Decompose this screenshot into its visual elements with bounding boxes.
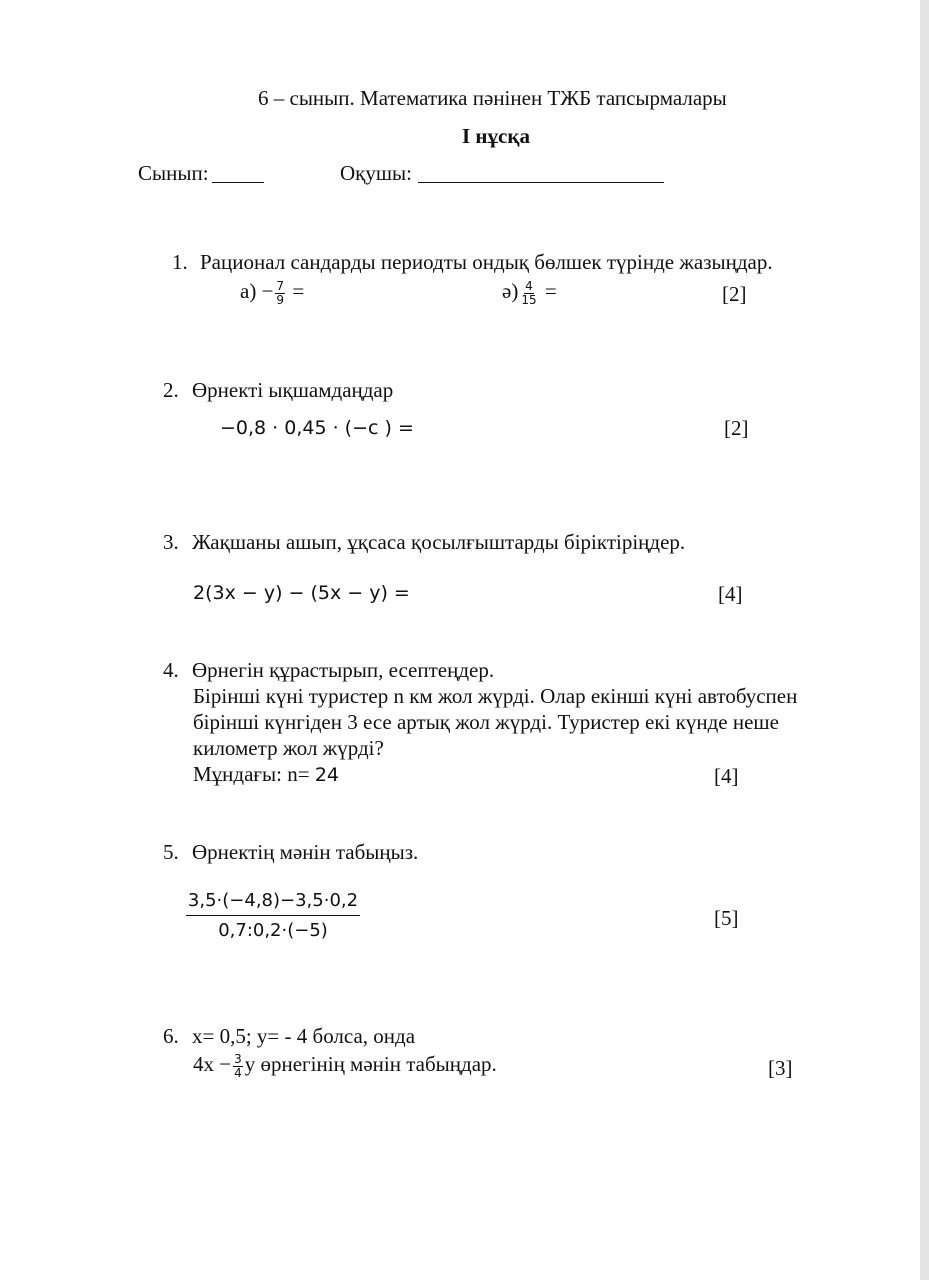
task-6-expression (193, 1052, 497, 1080)
page-title: 6 – сынып. Математика пәнінен ТЖБ тапсырмалары (258, 86, 727, 110)
task-3-expression: 2(3x − y) − (5x − y) = (193, 582, 410, 604)
task-4-line-1: Бірінші күні туристер n км жол жүрді. Олар екінші күні автобуспен (193, 684, 798, 708)
task-1-part-b (502, 279, 557, 307)
task-2-points: [2] (724, 416, 749, 440)
task-5-text: Өрнектің мәнін табыңыз. (192, 840, 419, 864)
task-6-number: 6. (163, 1024, 179, 1048)
task-4-given-value: 24 (314, 764, 340, 786)
task-3-points: [4] (718, 582, 743, 606)
task-4-given (193, 762, 339, 787)
variant-heading: I нұсқа (462, 124, 530, 148)
student-label: Оқушы: (340, 161, 412, 185)
class-label: Сынып: (138, 161, 209, 185)
task-4-points: [4] (714, 764, 739, 788)
task-1-part-a-label: а) − (240, 279, 274, 303)
fraction-numerator: 3 (234, 1051, 242, 1066)
task-1-fraction-b (520, 280, 537, 307)
task-5-numerator: 3,5·(−4,8)−3,5·0,2 (186, 890, 360, 916)
task-3-text: Жақшаны ашып, ұқсаса қосылғыштарды біріктіріңдер. (192, 530, 686, 554)
task-2-text: Өрнекті ықшамдаңдар (192, 378, 394, 402)
task-1-number: 1. (172, 250, 188, 274)
task-4-number: 4. (163, 658, 179, 682)
fraction-numerator: 7 (276, 278, 285, 293)
task-1-points: [2] (722, 282, 747, 306)
task-1-fraction-a (275, 280, 285, 307)
fraction-denominator: 4 (234, 1065, 242, 1080)
task-1-part-b-label: ә) (502, 279, 519, 303)
task-6-fraction (233, 1053, 243, 1080)
task-5-denominator: 0,7:0,2·(−5) (218, 920, 328, 941)
task-5-number: 5. (163, 840, 179, 864)
task-2-expression: −0,8 · 0,45 · (−c ) = (220, 417, 414, 439)
task-2-number: 2. (163, 378, 179, 402)
task-4-line-2: бірінші күнгіден 3 есе артық жол жүрді. Туристер екі күнде неше (193, 710, 779, 734)
fraction-numerator: 4 (525, 278, 533, 293)
task-6-text: x= 0,5; y= - 4 болса, онда (192, 1024, 416, 1048)
task-5-points: [5] (714, 906, 739, 930)
task-6-expr-suffix: y өрнегінің мәнін табыңдар. (244, 1052, 497, 1076)
page-edge-shadow (920, 0, 929, 1280)
task-4-given-label: Мұндағы: n= (193, 762, 310, 786)
task-1-part-a (240, 279, 304, 307)
task-3-number: 3. (163, 530, 179, 554)
student-blank-line (418, 182, 664, 183)
task-4-text: Өрнегін құрастырып, есептеңдер. (192, 658, 495, 682)
task-5-fraction (187, 890, 359, 941)
task-6-points: [3] (768, 1056, 793, 1080)
class-blank-line (212, 182, 264, 183)
equals-sign: = (544, 279, 557, 303)
fraction-denominator: 9 (276, 292, 285, 307)
task-1-text: Рационал сандарды периодты ондық бөлшек түрінде жазыңдар. (200, 250, 773, 274)
task-4-line-3: километр жол жүрді? (193, 736, 384, 760)
fraction-denominator: 15 (521, 292, 537, 307)
task-6-expr-prefix: 4x − (193, 1052, 232, 1076)
equals-sign: = (292, 279, 305, 303)
